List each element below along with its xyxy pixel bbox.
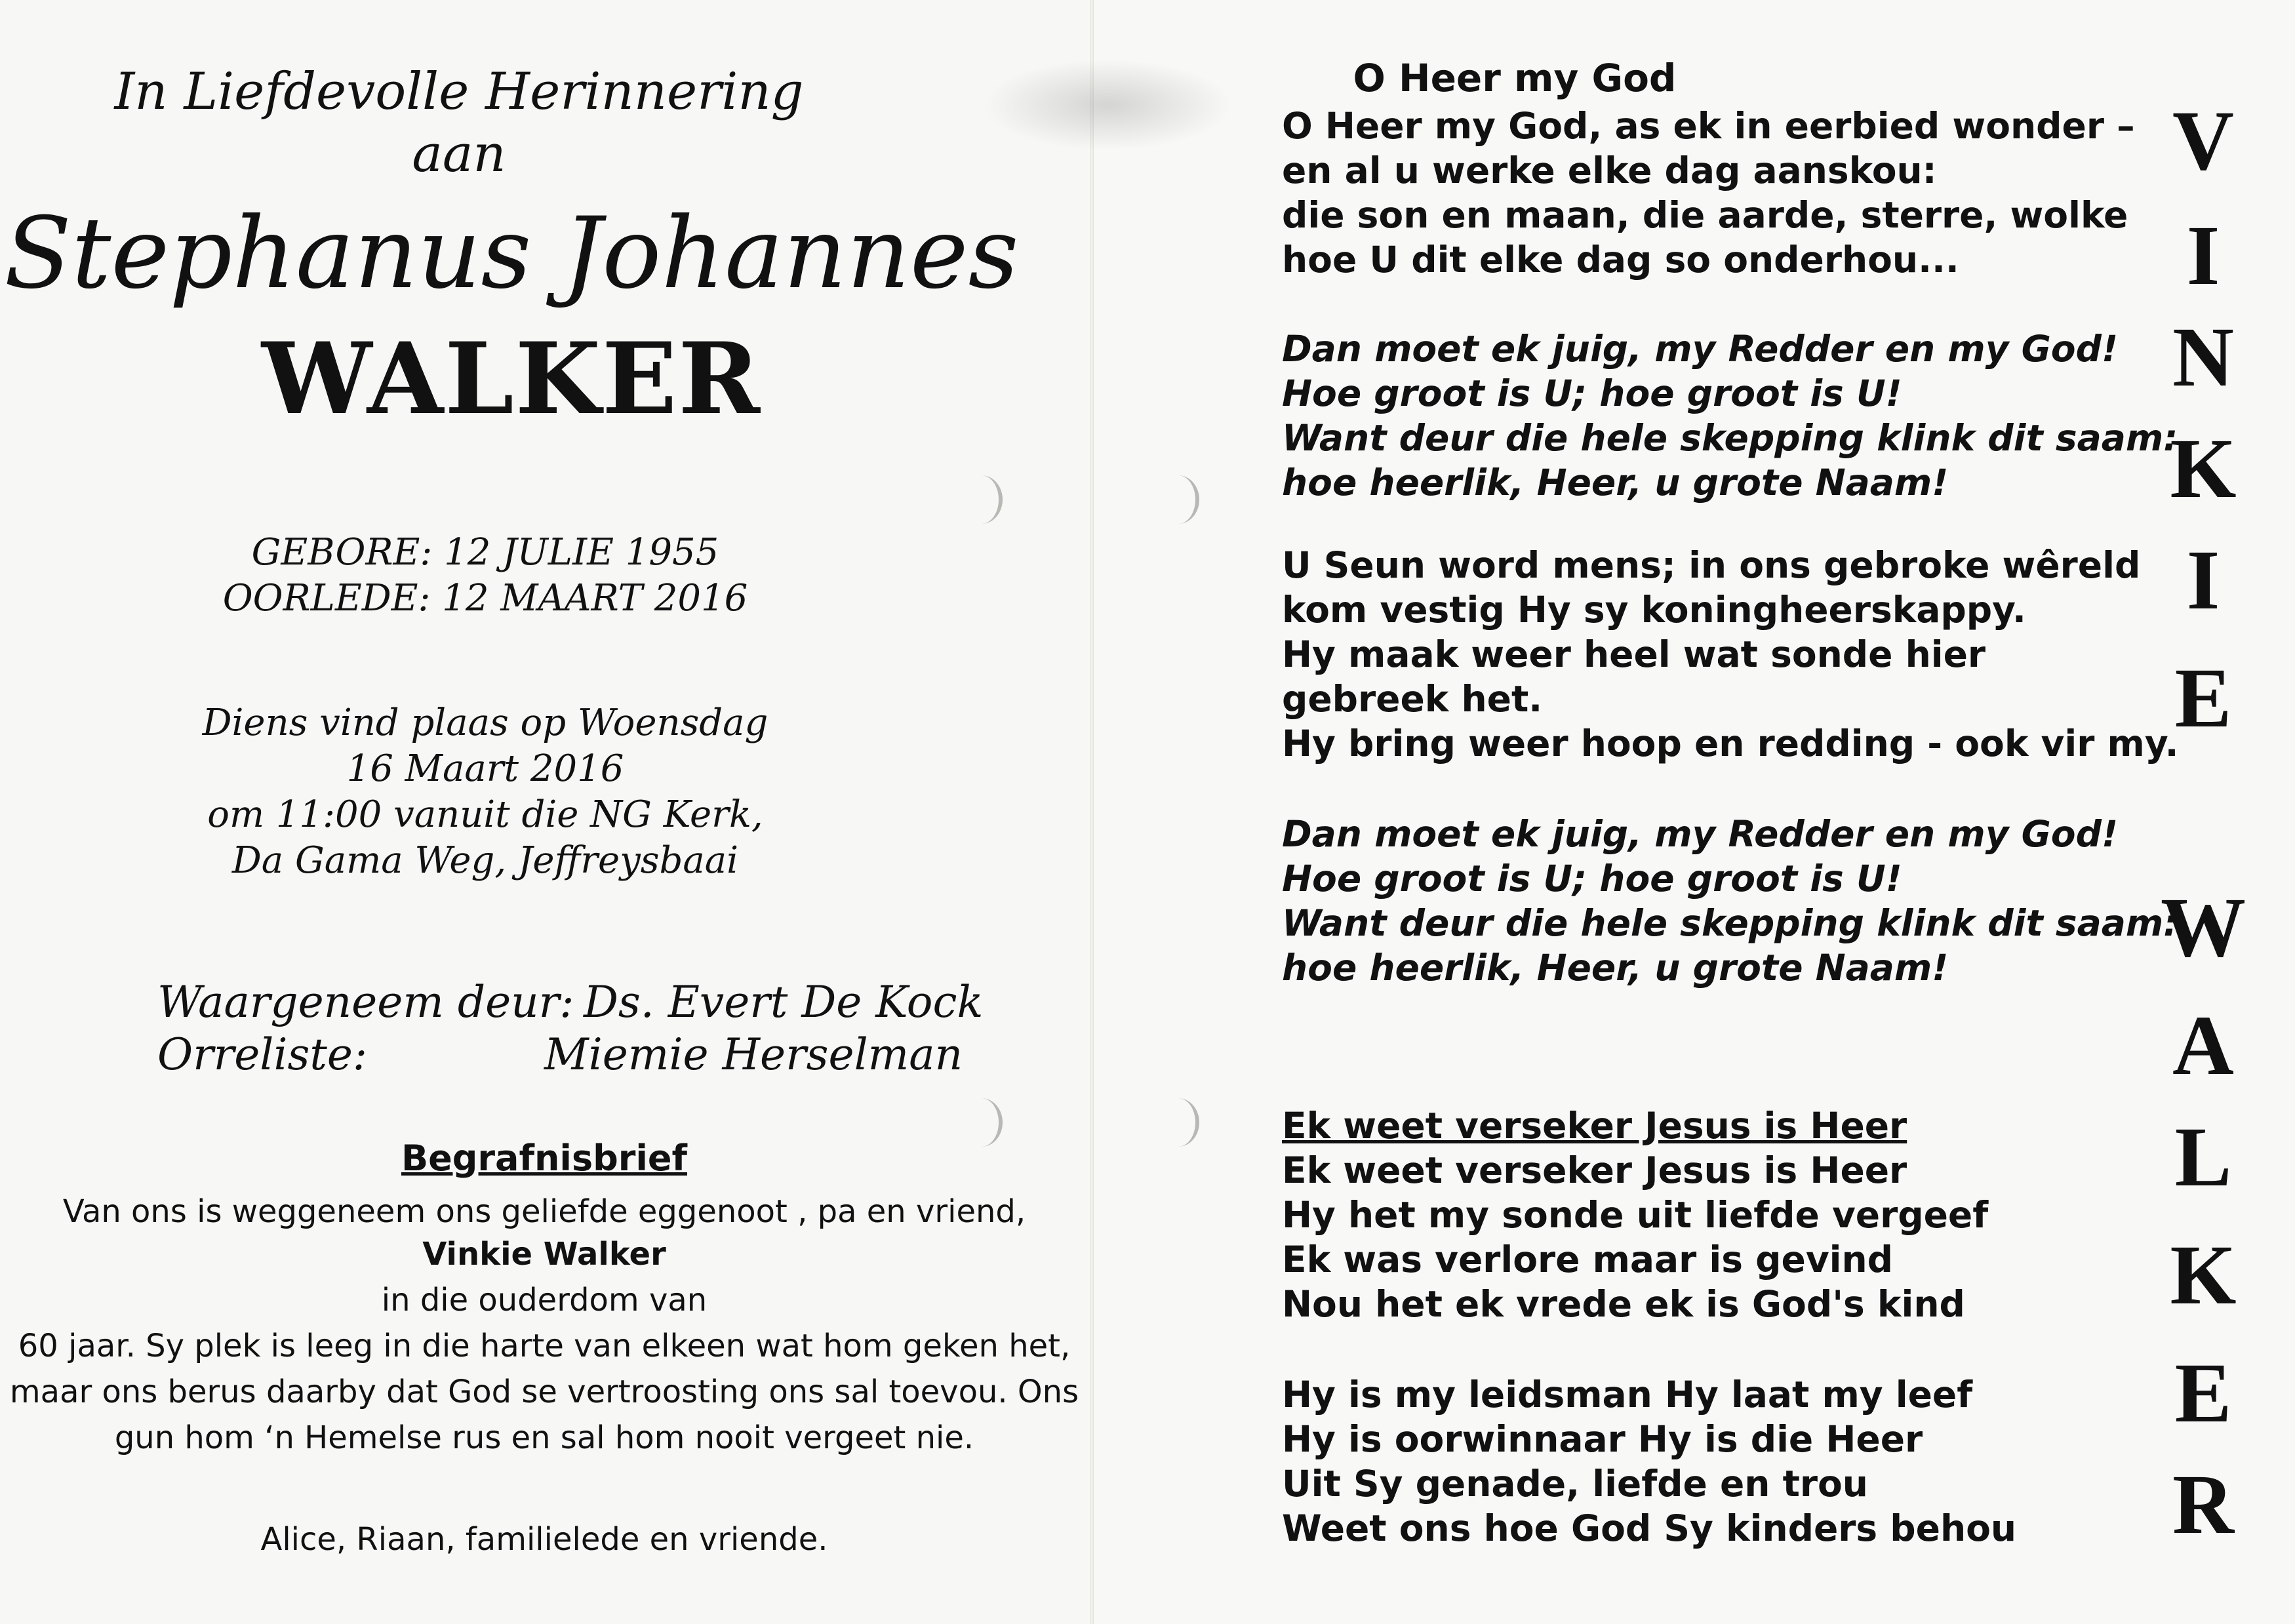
letter-line: gun hom ‘n Hemelse rus en sal hom nooit vergeet nie. xyxy=(114,1419,974,1456)
vertical-name-letter: I xyxy=(2186,208,2220,303)
hymn2-verse2-line: Hy is my leidsman Hy laat my leef xyxy=(1282,1374,1973,1416)
organist-name: Miemie Herselman xyxy=(544,1029,963,1080)
hymn2-verse1-line: Ek was verlore maar is gevind xyxy=(1282,1238,1894,1280)
hymn1-verse2-line: U Seun word mens; in ons gebroke wêreld xyxy=(1282,544,2141,586)
punch-hole xyxy=(961,1098,1003,1147)
deceased-given-names: Stephanus Johannes xyxy=(4,197,1019,311)
hymn1-verse2-line: Hy maak weer heel wat sonde hier xyxy=(1282,633,1986,675)
birth-date: GEBORE: 12 JULIE 1955 xyxy=(251,531,719,574)
vertical-name-letter: K xyxy=(2170,1228,2237,1322)
hymn1-chorus2-line: Dan moet ek juig, my Redder en my God! xyxy=(1282,813,2119,855)
intro-line: In Liefdevolle Herinnering xyxy=(114,62,804,121)
hymn1-verse1-line: die son en maan, die aarde, sterre, wolke xyxy=(1282,194,2128,236)
service-line: Da Gama Weg, Jeffreysbaai xyxy=(231,839,739,882)
hymn1-chorus2-line: Hoe groot is U; hoe groot is U! xyxy=(1282,858,1902,900)
hymn1-verse2-line: kom vestig Hy sy koningheerskappy. xyxy=(1282,589,2026,631)
punch-hole xyxy=(1157,1098,1199,1147)
hymn1-title: O Heer my God xyxy=(1353,56,1677,100)
officiant-label: Waargeneem deur: xyxy=(157,977,574,1027)
letter-signature: Alice, Riaan, familielede en vriende. xyxy=(260,1521,828,1558)
hymn2-verse2-line: Uit Sy genade, liefde en trou xyxy=(1282,1463,1868,1505)
letter-title: Begrafnisbrief xyxy=(401,1138,687,1179)
hymn1-verse1-line: en al u werke elke dag aanskou: xyxy=(1282,149,1937,191)
hymn1-chorus1-line: Dan moet ek juig, my Redder en my God! xyxy=(1282,328,2119,370)
intro-aan: aan xyxy=(412,125,506,184)
hymn2-verse1-line: Hy het my sonde uit liefde vergeef xyxy=(1282,1194,1989,1236)
hymn1-verse2-line: Hy bring weer hoop en redding - ook vir my. xyxy=(1282,723,2179,764)
vertical-name-letter: K xyxy=(2170,422,2237,516)
letter-line: Vinkie Walker xyxy=(422,1236,666,1273)
hymn2-title: Ek weet verseker Jesus is Heer xyxy=(1282,1105,1907,1147)
organist-label: Orreliste: xyxy=(157,1029,368,1080)
hymn1-verse2-line: gebreek het. xyxy=(1282,678,1543,720)
hymn2-verse2-line: Weet ons hoe God Sy kinders behou xyxy=(1282,1507,2017,1549)
hymn1-verse1-line: hoe U dit elke dag so onderhou... xyxy=(1282,239,1959,281)
vertical-name-letter: E xyxy=(2174,1346,2232,1440)
letter-line: maar ons berus daarby dat God se vertroosting ons sal toevou. Ons xyxy=(9,1374,1079,1410)
hymn1-chorus1-line: Want deur die hele skepping klink dit saam: xyxy=(1282,417,2178,459)
hymn2-verse2-line: Hy is oorwinnaar Hy is die Heer xyxy=(1282,1418,1923,1460)
officiant-name: Ds. Evert De Kock xyxy=(584,977,984,1027)
hymn1-chorus1-line: Hoe groot is U; hoe groot is U! xyxy=(1282,372,1902,414)
hymn2-verse1-line: Ek weet verseker Jesus is Heer xyxy=(1282,1149,1907,1191)
service-line: Diens vind plaas op Woensdag xyxy=(202,702,768,744)
letter-line: in die ouderdom van xyxy=(381,1282,708,1318)
service-line: om 11:00 vanuit die NG Kerk, xyxy=(207,793,763,836)
service-line: 16 Maart 2016 xyxy=(346,747,624,790)
punch-hole xyxy=(961,475,1003,524)
page-fold xyxy=(1090,0,1094,1624)
letter-line: 60 jaar. Sy plek is leeg in die harte van elkeen wat hom geken het, xyxy=(18,1328,1071,1364)
vertical-name-letter: W xyxy=(2161,881,2246,975)
vertical-name-letter: A xyxy=(2172,999,2234,1093)
hymn1-verse1-line: O Heer my God, as ek in eerbied wonder – xyxy=(1282,105,2135,147)
vertical-name-letter: I xyxy=(2186,533,2220,627)
letter-line: Van ons is weggeneem ons geliefde eggenoot , pa en vriend, xyxy=(62,1193,1026,1230)
hymn2-verse1-line: Nou het ek vrede ek is God's kind xyxy=(1282,1283,1965,1325)
hymn1-chorus1-line: hoe heerlik, Heer, u grote Naam! xyxy=(1282,462,1949,504)
deceased-surname: WALKER xyxy=(261,321,762,437)
hymn1-chorus2-line: Want deur die hele skepping klink dit saam: xyxy=(1282,902,2178,944)
punch-hole xyxy=(1157,475,1199,524)
vertical-name-letter: L xyxy=(2174,1110,2232,1204)
vertical-name-letter: N xyxy=(2172,310,2234,405)
vertical-name-letter: V xyxy=(2172,94,2234,188)
death-date: OORLEDE: 12 MAART 2016 xyxy=(222,577,748,620)
hymn1-chorus2-line: hoe heerlik, Heer, u grote Naam! xyxy=(1282,947,1949,989)
vertical-name-letter: E xyxy=(2174,651,2232,745)
vertical-name-letter: R xyxy=(2172,1457,2234,1552)
